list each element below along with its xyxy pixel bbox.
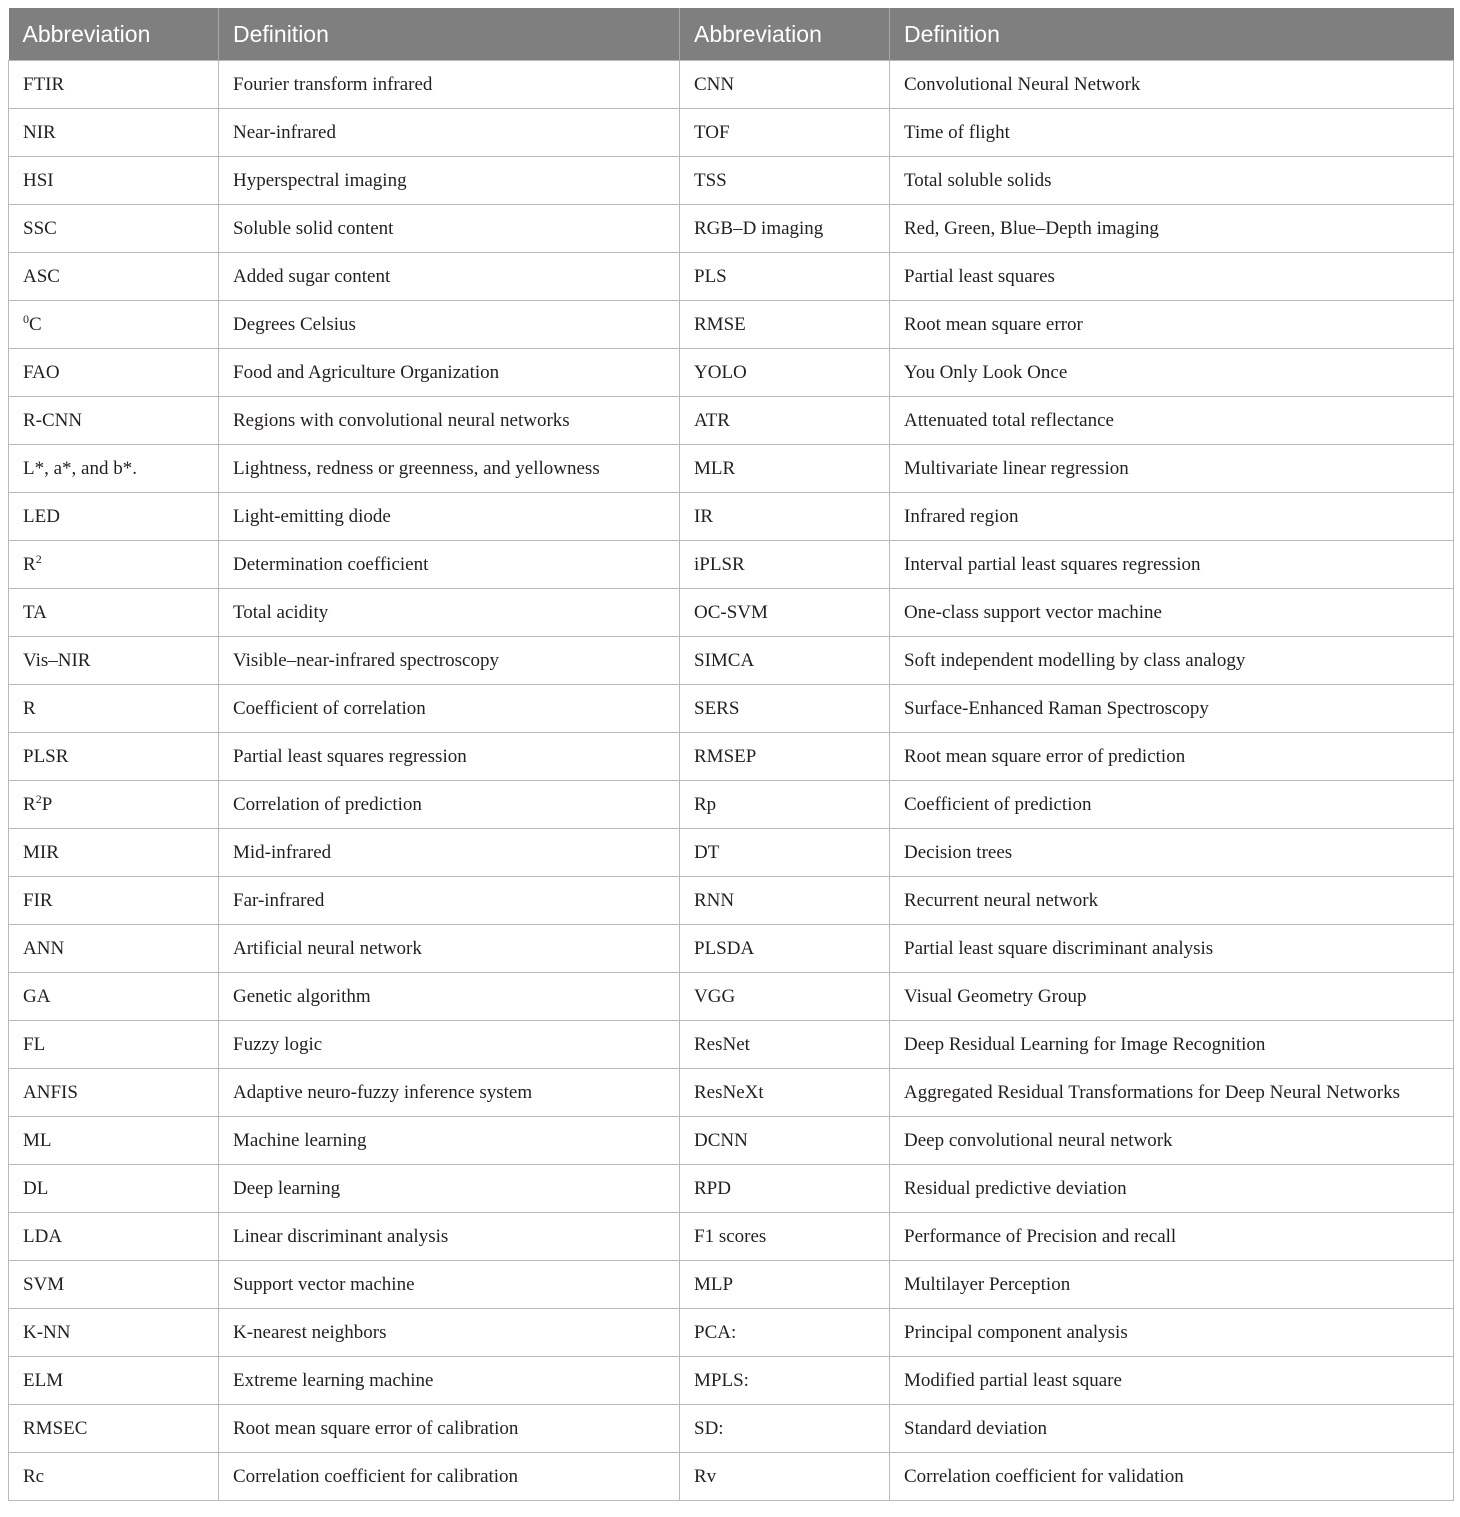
definition-cell: Degrees Celsius (219, 301, 680, 349)
abbreviation-cell: LED (9, 493, 219, 541)
table-row (9, 1261, 1454, 1309)
abbreviation-cell: DCNN (680, 1117, 890, 1165)
definition-cell: Far-infrared (219, 877, 680, 925)
table-row (9, 349, 1454, 397)
abbreviation-cell (9, 301, 219, 349)
cell-text: R (23, 553, 36, 575)
header-definition-left: Definition (219, 8, 680, 61)
abbreviation-cell: TSS (680, 157, 890, 205)
definition-cell: Correlation coefficient for validation (890, 1453, 1454, 1501)
definition-cell: Deep Residual Learning for Image Recognition (890, 1021, 1454, 1069)
table-body (9, 61, 1454, 1501)
definition-cell: Root mean square error of prediction (890, 733, 1454, 781)
abbreviation-cell: Rp (680, 781, 890, 829)
abbreviation-cell: SIMCA (680, 637, 890, 685)
definition-cell: Regions with convolutional neural networks (219, 397, 680, 445)
header-row (9, 8, 1454, 61)
definition-cell: Fourier transform infrared (219, 61, 680, 109)
table-row (9, 685, 1454, 733)
cell-text: C (29, 313, 42, 335)
table-row (9, 1309, 1454, 1357)
table-row (9, 1213, 1454, 1261)
superscript: 2 (35, 791, 42, 806)
cell-text-tail: P (41, 793, 53, 815)
table-row (9, 589, 1454, 637)
abbreviation-cell: iPLSR (680, 541, 890, 589)
table-row (9, 1405, 1454, 1453)
definition-cell: Root mean square error (890, 301, 1454, 349)
definition-cell: Adaptive neuro-fuzzy inference system (219, 1069, 680, 1117)
table-row (9, 253, 1454, 301)
abbreviations-table (8, 8, 1454, 1501)
definition-cell: Coefficient of correlation (219, 685, 680, 733)
table-row (9, 733, 1454, 781)
table-row (9, 877, 1454, 925)
definition-cell: Soft independent modelling by class analogy (890, 637, 1454, 685)
definition-cell: Modified partial least square (890, 1357, 1454, 1405)
table-row (9, 205, 1454, 253)
abbreviation-cell: VGG (680, 973, 890, 1021)
definition-cell: Soluble solid content (219, 205, 680, 253)
abbreviation-cell: DT (680, 829, 890, 877)
table-row (9, 1357, 1454, 1405)
table-row (9, 637, 1454, 685)
definition-cell: Standard deviation (890, 1405, 1454, 1453)
definition-cell: Infrared region (890, 493, 1454, 541)
definition-cell: Extreme learning machine (219, 1357, 680, 1405)
abbreviation-cell: R-CNN (9, 397, 219, 445)
definition-cell: Surface-Enhanced Raman Spectroscopy (890, 685, 1454, 733)
abbreviation-cell: CNN (680, 61, 890, 109)
abbreviation-cell: LDA (9, 1213, 219, 1261)
definition-cell: Total acidity (219, 589, 680, 637)
definition-cell: Partial least square discriminant analysis (890, 925, 1454, 973)
definition-cell: K-nearest neighbors (219, 1309, 680, 1357)
abbreviation-cell: L*, a*, and b*. (9, 445, 219, 493)
definition-cell: Principal component analysis (890, 1309, 1454, 1357)
abbreviation-cell: PCA: (680, 1309, 890, 1357)
definition-cell: Deep convolutional neural network (890, 1117, 1454, 1165)
abbreviation-cell: IR (680, 493, 890, 541)
abbreviation-cell: MIR (9, 829, 219, 877)
abbreviation-cell (9, 781, 219, 829)
table-row (9, 1117, 1454, 1165)
abbreviation-cell: Rv (680, 1453, 890, 1501)
definition-cell: Lightness, redness or greenness, and yellowness (219, 445, 680, 493)
abbreviation-cell: RNN (680, 877, 890, 925)
header-abbreviation-right: Abbreviation (680, 8, 890, 61)
definition-cell: Coefficient of prediction (890, 781, 1454, 829)
abbreviation-cell: Rc (9, 1453, 219, 1501)
abbreviation-cell: MLR (680, 445, 890, 493)
definition-cell: Mid-infrared (219, 829, 680, 877)
abbreviation-cell (9, 541, 219, 589)
table-row (9, 157, 1454, 205)
table-row (9, 61, 1454, 109)
abbreviation-cell: RMSEC (9, 1405, 219, 1453)
superscript: 2 (35, 551, 42, 566)
table-row (9, 1021, 1454, 1069)
definition-cell: Convolutional Neural Network (890, 61, 1454, 109)
definition-cell: Food and Agriculture Organization (219, 349, 680, 397)
abbreviation-cell: ELM (9, 1357, 219, 1405)
definition-cell: Added sugar content (219, 253, 680, 301)
definition-cell: Performance of Precision and recall (890, 1213, 1454, 1261)
definition-cell: Multilayer Perception (890, 1261, 1454, 1309)
definition-cell: Red, Green, Blue–Depth imaging (890, 205, 1454, 253)
table-header (9, 8, 1454, 61)
abbreviation-cell: YOLO (680, 349, 890, 397)
abbreviation-cell: SVM (9, 1261, 219, 1309)
definition-cell: Time of flight (890, 109, 1454, 157)
table-row (9, 301, 1454, 349)
abbreviation-cell: Vis–NIR (9, 637, 219, 685)
abbreviation-cell: TA (9, 589, 219, 637)
abbreviation-cell: FIR (9, 877, 219, 925)
cell-text: R (23, 793, 36, 815)
definition-cell: Interval partial least squares regression (890, 541, 1454, 589)
table-row (9, 1165, 1454, 1213)
abbreviation-cell: ASC (9, 253, 219, 301)
abbreviation-cell: MPLS: (680, 1357, 890, 1405)
definition-cell: Near-infrared (219, 109, 680, 157)
abbreviation-cell: R (9, 685, 219, 733)
definition-cell: Multivariate linear regression (890, 445, 1454, 493)
abbreviation-cell: DL (9, 1165, 219, 1213)
abbreviation-cell: OC-SVM (680, 589, 890, 637)
definition-cell: Aggregated Residual Transformations for Deep Neural Networks (890, 1069, 1454, 1117)
definition-cell: One-class support vector machine (890, 589, 1454, 637)
abbreviation-cell: NIR (9, 109, 219, 157)
definition-cell: You Only Look Once (890, 349, 1454, 397)
table-row (9, 781, 1454, 829)
definition-cell: Fuzzy logic (219, 1021, 680, 1069)
abbreviation-cell: SERS (680, 685, 890, 733)
abbreviation-cell: GA (9, 973, 219, 1021)
abbreviation-cell: PLS (680, 253, 890, 301)
abbreviation-cell: FTIR (9, 61, 219, 109)
table-row (9, 1453, 1454, 1501)
abbreviation-cell: ANN (9, 925, 219, 973)
abbreviation-cell: ANFIS (9, 1069, 219, 1117)
definition-cell: Decision trees (890, 829, 1454, 877)
table-row (9, 1069, 1454, 1117)
table-row (9, 541, 1454, 589)
definition-cell: Recurrent neural network (890, 877, 1454, 925)
abbreviation-cell: RGB–D imaging (680, 205, 890, 253)
definition-cell: Light-emitting diode (219, 493, 680, 541)
abbreviation-cell: PLSR (9, 733, 219, 781)
definition-cell: Linear discriminant analysis (219, 1213, 680, 1261)
table-row (9, 829, 1454, 877)
abbreviation-cell: RMSE (680, 301, 890, 349)
abbreviation-cell: FL (9, 1021, 219, 1069)
definition-cell: Visual Geometry Group (890, 973, 1454, 1021)
abbreviation-cell: K-NN (9, 1309, 219, 1357)
definition-cell: Root mean square error of calibration (219, 1405, 680, 1453)
abbreviation-cell: RPD (680, 1165, 890, 1213)
definition-cell: Support vector machine (219, 1261, 680, 1309)
table-row (9, 109, 1454, 157)
table-row (9, 493, 1454, 541)
table-row (9, 397, 1454, 445)
table-row (9, 445, 1454, 493)
definition-cell: Artificial neural network (219, 925, 680, 973)
definition-cell: Attenuated total reflectance (890, 397, 1454, 445)
superscript: 0 (23, 311, 29, 326)
definition-cell: Partial least squares regression (219, 733, 680, 781)
abbreviation-cell: HSI (9, 157, 219, 205)
definition-cell: Determination coefficient (219, 541, 680, 589)
abbreviation-cell: SD: (680, 1405, 890, 1453)
abbreviation-cell: FAO (9, 349, 219, 397)
header-definition-right: Definition (890, 8, 1454, 61)
definition-cell: Deep learning (219, 1165, 680, 1213)
abbreviation-cell: ResNet (680, 1021, 890, 1069)
definition-cell: Partial least squares (890, 253, 1454, 301)
definition-cell: Residual predictive deviation (890, 1165, 1454, 1213)
abbreviation-cell: SSC (9, 205, 219, 253)
abbreviation-cell: ATR (680, 397, 890, 445)
definition-cell: Genetic algorithm (219, 973, 680, 1021)
definition-cell: Correlation of prediction (219, 781, 680, 829)
definition-cell: Machine learning (219, 1117, 680, 1165)
abbreviation-cell: TOF (680, 109, 890, 157)
table-row (9, 925, 1454, 973)
abbreviation-cell: ResNeXt (680, 1069, 890, 1117)
abbreviation-cell: RMSEP (680, 733, 890, 781)
abbreviation-cell: F1 scores (680, 1213, 890, 1261)
definition-cell: Total soluble solids (890, 157, 1454, 205)
definition-cell: Visible–near-infrared spectroscopy (219, 637, 680, 685)
abbreviation-cell: MLP (680, 1261, 890, 1309)
header-abbreviation-left: Abbreviation (9, 8, 219, 61)
definition-cell: Hyperspectral imaging (219, 157, 680, 205)
table-row (9, 973, 1454, 1021)
abbreviation-cell: PLSDA (680, 925, 890, 973)
abbreviation-cell: ML (9, 1117, 219, 1165)
definition-cell: Correlation coefficient for calibration (219, 1453, 680, 1501)
